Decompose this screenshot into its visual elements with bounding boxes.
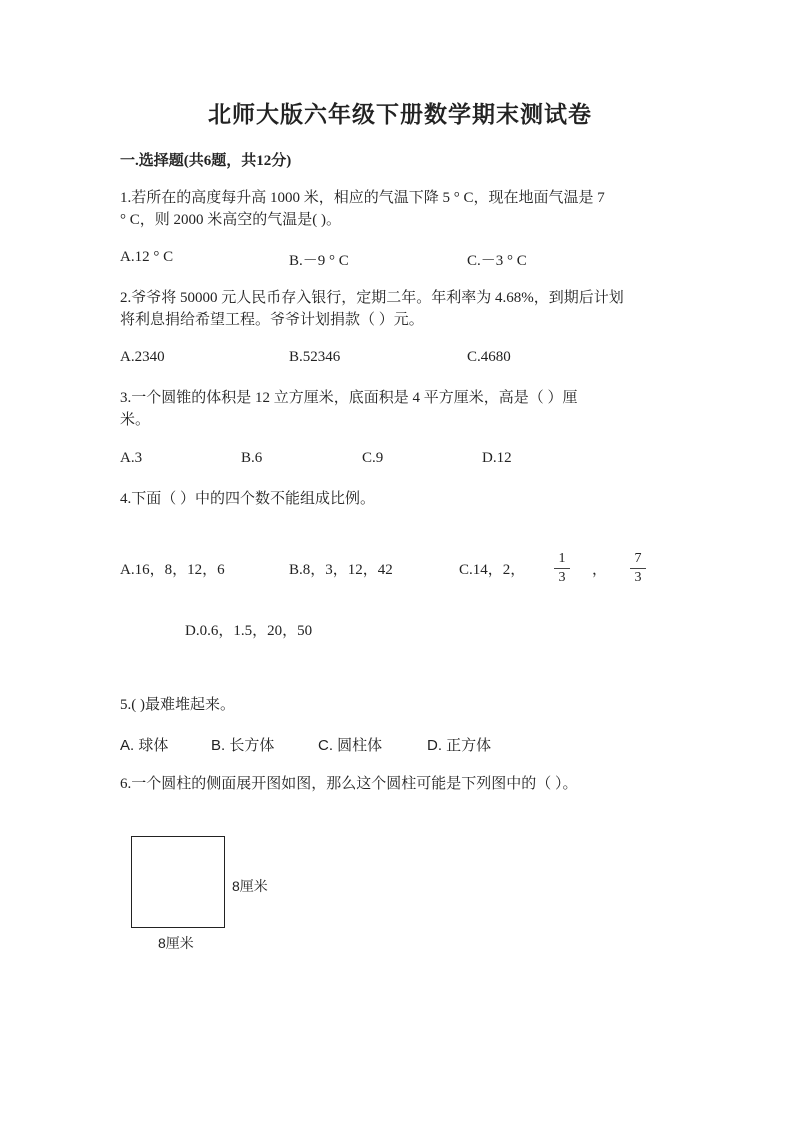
question-5-option-d: D. 正方体 [427,737,492,754]
question-6-line-1: 6.一个圆柱的侧面展开图如图，那么这个圆柱可能是下列图中的（ ）。 [120,776,578,792]
question-1-option-c: C.－3 ° C [467,253,527,269]
question-2-option-c: C.4680 [467,349,511,365]
question-4-option-d: D.0.6，1.5，20，50 [185,623,313,639]
question-3-line-2: 米。 [120,412,151,428]
question-1-option-b: B.－9 ° C [289,253,349,269]
question-5-option-b: B. 长方体 [211,737,275,754]
question-3-option-b: B.6 [241,450,263,466]
question-3-option-a: A.3 [120,450,143,466]
fraction-one-third [554,552,570,585]
question-4-option-c: C.14，2， [459,562,526,578]
question-2-option-a: A.2340 [120,349,165,365]
fraction-seven-thirds [630,552,646,585]
question-5-line-1: 5.( )最难堆起来。 [120,697,235,713]
question-3-option-d: D.12 [482,450,512,466]
question-4-option-b: B.8，3，12，42 [289,562,393,578]
question-5-option-a: A. 球体 [120,737,169,754]
question-5-option-c: C. 圆柱体 [318,737,383,754]
cylinder-net-square [131,836,225,928]
question-4-option-a: A.16，8，12，6 [120,562,225,578]
question-1-option-a: A.12 ° C [120,249,174,265]
fraction-denominator: 3 [558,570,566,585]
question-3-line-1: 3.一个圆锥的体积是 12 立方厘米，底面积是 4 平方厘米，高是（ ）厘 [120,390,578,406]
question-2-line-1: 2.爷爷将 50000 元人民币存入银行，定期二年。年利率为 4.68%，到期后计划 [120,290,624,306]
question-1-line-1: 1.若所在的高度每升高 1000 米，相应的气温下降 5 ° C，现在地面气温是 7 [120,190,605,206]
question-2-line-2: 将利息捐给希望工程。爷爷计划捐款（ ）元。 [120,312,424,328]
question-3-option-c: C.9 [362,450,384,466]
section-heading: 一.选择题(共6题，共12分) [120,153,292,169]
question-2-option-b: B.52346 [289,349,341,365]
fraction-denominator: 3 [634,570,642,585]
square-side-label-bottom: 8厘米 [158,935,194,951]
question-4-line-1: 4.下面（ ）中的四个数不能组成比例。 [120,491,376,507]
question-1-line-2: ° C，则 2000 米高空的气温是( )。 [120,212,341,228]
square-side-label-right: 8厘米 [232,878,268,894]
fraction-numerator: 7 [634,551,642,566]
page-title: 北师大版六年级下册数学期末测试卷 [208,102,592,127]
fraction-numerator: 1 [558,551,566,566]
fraction-separator: ， [592,562,608,578]
